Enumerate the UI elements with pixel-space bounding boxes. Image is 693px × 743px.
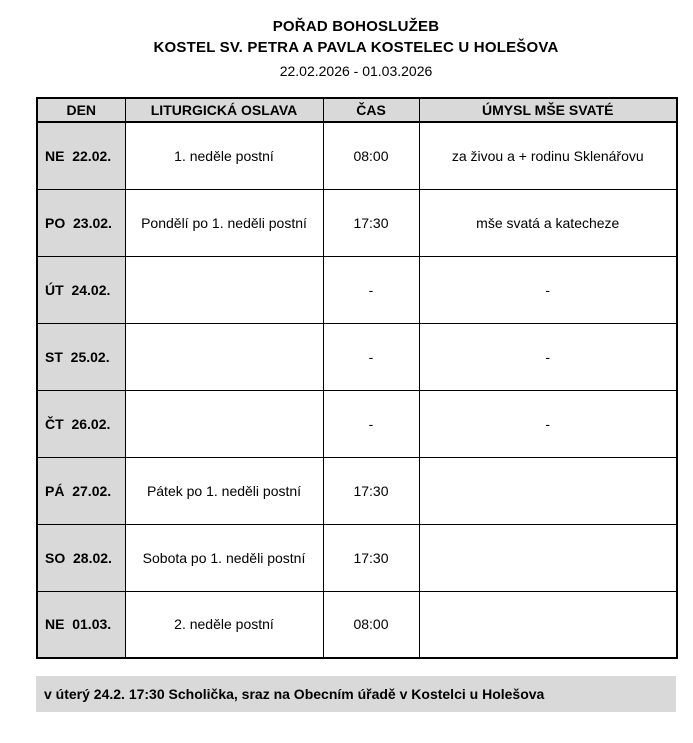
- page-subtitle: KOSTEL SV. PETRA A PAVLA KOSTELEC U HOLEŠOVA: [153, 39, 559, 56]
- day-cell: PO 23.02.: [37, 189, 125, 256]
- document-header: [36, 16, 676, 81]
- table-row: [37, 189, 677, 256]
- celebration-cell: [125, 256, 323, 323]
- time-cell: 08:00: [323, 591, 419, 658]
- table-row: [37, 390, 677, 457]
- header-row: [37, 98, 677, 122]
- footer-note: v úterý 24.2. 17:30 Scholička, sraz na Obecním úřadě v Kostelci u Holešova: [36, 676, 676, 712]
- page-title: POŘAD BOHOSLUŽEB: [272, 18, 440, 35]
- day-cell: PÁ 27.02.: [37, 457, 125, 524]
- day-cell: ST 25.02.: [37, 323, 125, 390]
- table-row: [37, 591, 677, 658]
- time-cell: 17:30: [323, 457, 419, 524]
- time-cell: -: [323, 323, 419, 390]
- schedule-table: [36, 97, 678, 659]
- table-row: [37, 122, 677, 189]
- column-header-cas: ČAS: [323, 98, 419, 122]
- time-cell: -: [323, 390, 419, 457]
- celebration-cell: Pondělí po 1. neděli postní: [125, 189, 323, 256]
- time-cell: 17:30: [323, 189, 419, 256]
- table-row: [37, 323, 677, 390]
- column-header-umysl: ÚMYSL MŠE SVATÉ: [419, 98, 677, 122]
- table-row: [37, 524, 677, 591]
- celebration-cell: 1. neděle postní: [125, 122, 323, 189]
- day-cell: NE 01.03.: [37, 591, 125, 658]
- column-header-den: DEN: [37, 98, 125, 122]
- intention-cell: -: [419, 323, 677, 390]
- column-header-liturgicka-oslava: LITURGICKÁ OSLAVA: [125, 98, 323, 122]
- table-row: [37, 256, 677, 323]
- celebration-cell: 2. neděle postní: [125, 591, 323, 658]
- celebration-cell: [125, 323, 323, 390]
- celebration-cell: Pátek po 1. neděli postní: [125, 457, 323, 524]
- intention-cell: -: [419, 390, 677, 457]
- intention-cell: -: [419, 256, 677, 323]
- time-cell: 08:00: [323, 122, 419, 189]
- day-cell: NE 22.02.: [37, 122, 125, 189]
- intention-cell: [419, 524, 677, 591]
- intention-cell: za živou a + rodinu Sklenářovu: [419, 122, 677, 189]
- day-cell: ÚT 24.02.: [37, 256, 125, 323]
- celebration-cell: Sobota po 1. neděli postní: [125, 524, 323, 591]
- intention-cell: mše svatá a katecheze: [419, 189, 677, 256]
- time-cell: 17:30: [323, 524, 419, 591]
- time-cell: -: [323, 256, 419, 323]
- intention-cell: [419, 457, 677, 524]
- day-cell: ČT 26.02.: [37, 390, 125, 457]
- table-row: [37, 457, 677, 524]
- celebration-cell: [125, 390, 323, 457]
- day-cell: SO 28.02.: [37, 524, 125, 591]
- intention-cell: [419, 591, 677, 658]
- date-range: 22.02.2026 - 01.03.2026: [279, 63, 433, 79]
